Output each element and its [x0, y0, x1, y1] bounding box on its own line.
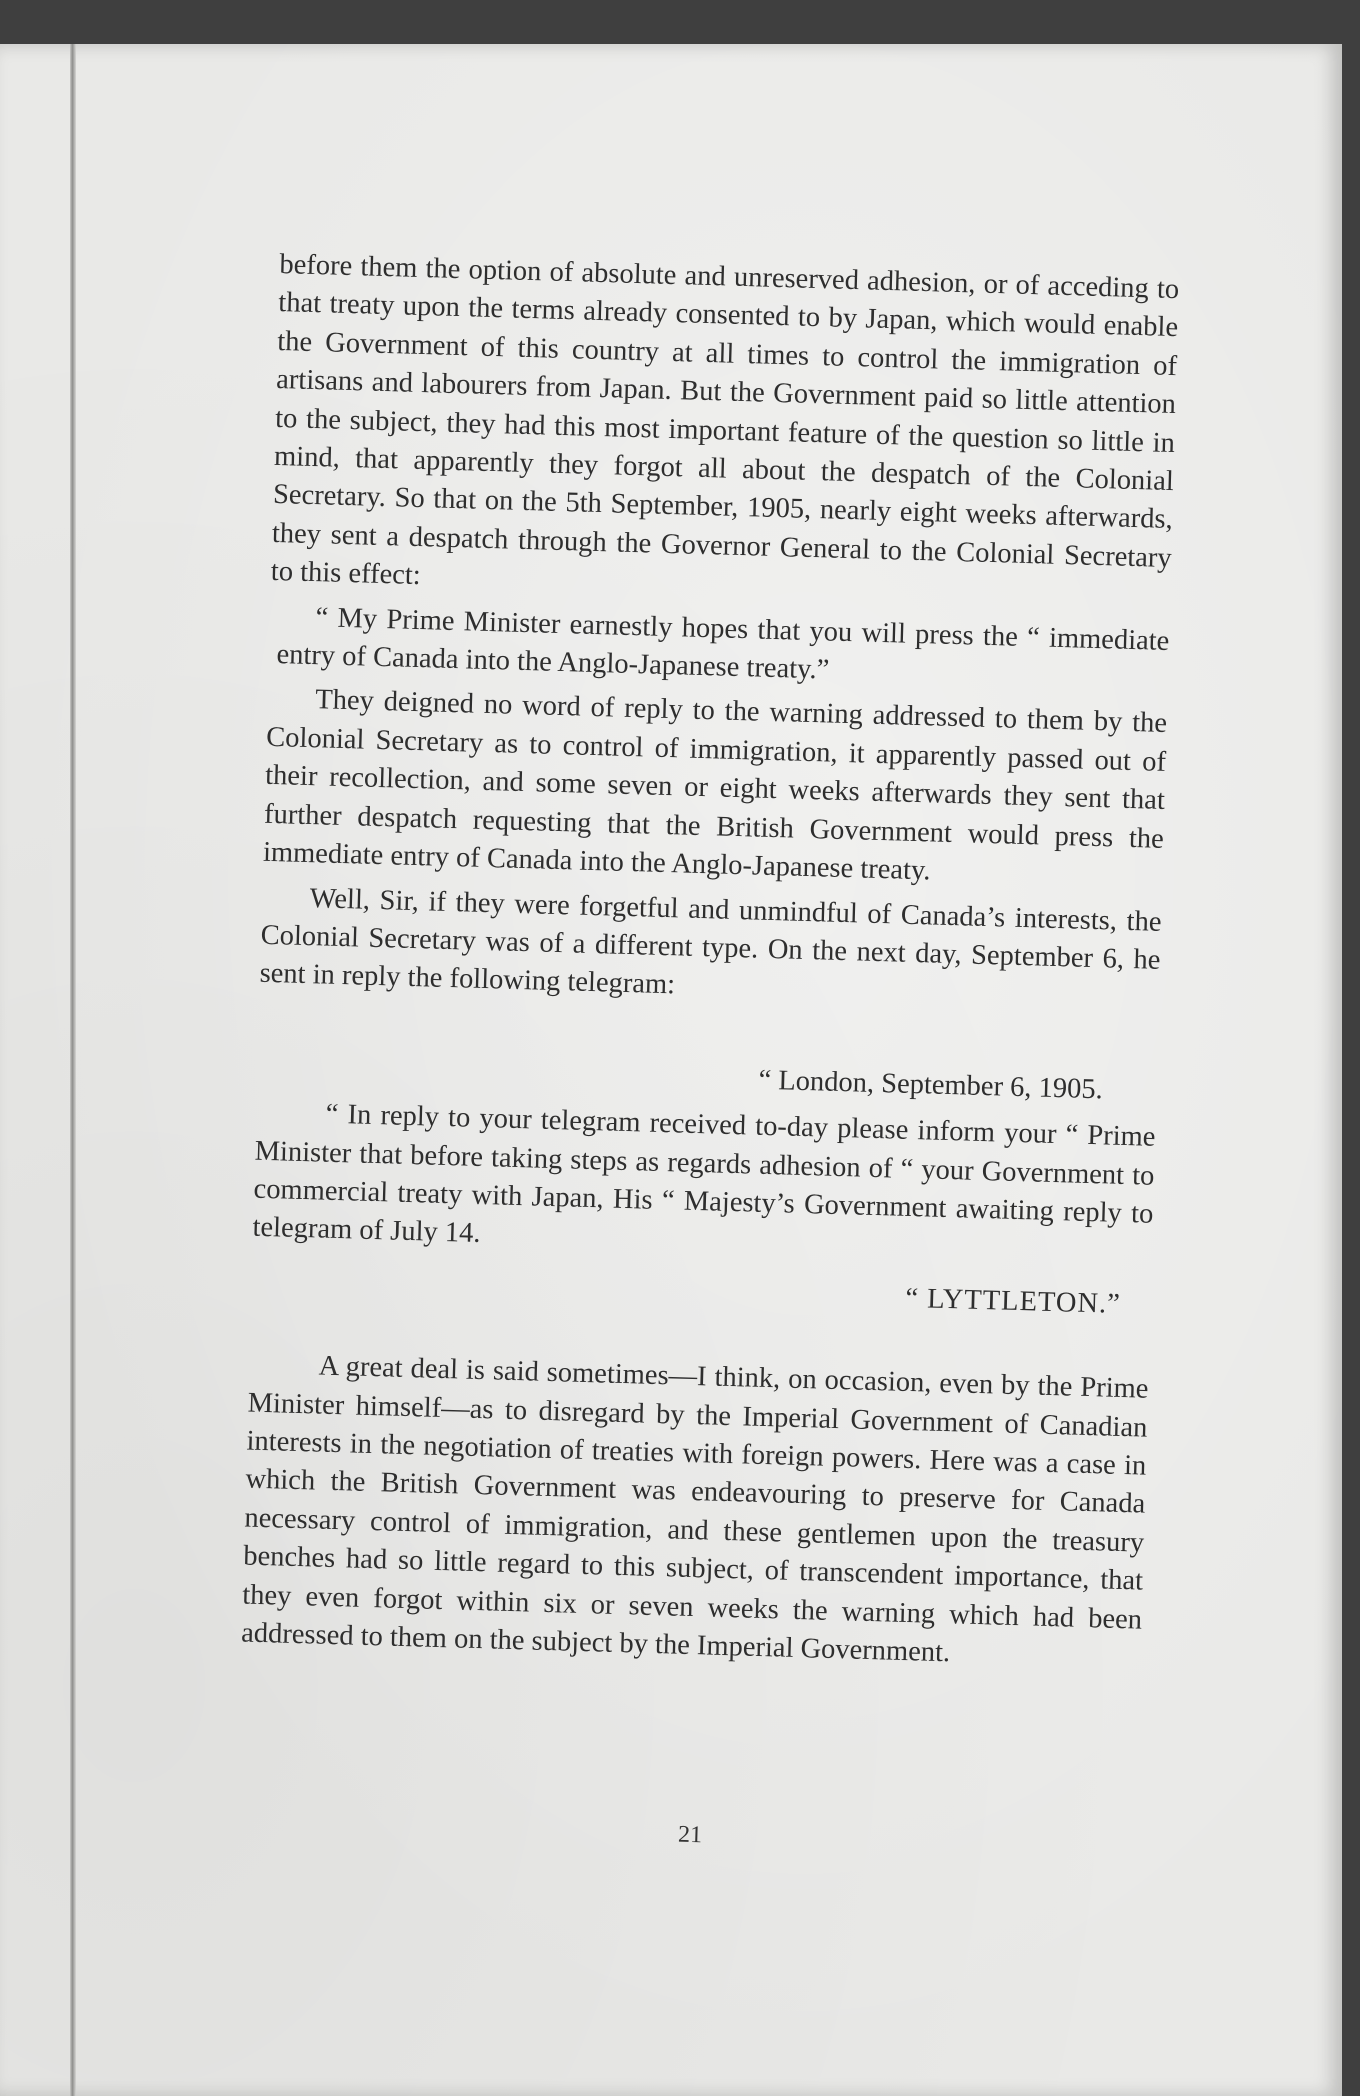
- paragraph-closing: A great deal is said sometimes—I think, on occasion, even by the Prime Minister himself—as to disregard by the Imperial Government of Canadian interests in the negotiation of treaties with foreign powers. Here was a case in which the British Government was endeavouring to preserve for Canada necessary control of immigration, and these gentlemen upon the treasury benches had so little regard to this subject, of transcendent importance, that they even forgot within six or seven weeks the warning which had been addressed to them on the subject by the Imperial Government.: [240, 1350, 1149, 1669]
- paragraph-colonial-secretary: Well, Sir, if they were forgetful and unmindful of Canada’s interests, the Colonial Secretary was of a different type. On the next day, September 6, he sent in reply the following telegram:: [259, 882, 1162, 1001]
- paragraph-opening: before them the option of absolute and unreserved adhesion, or of acceding to that treaty upon the terms already consented to by Japan, which would enable the Government of this country at all times to control the immigration of artisans and labourers from Japan. But the Government paid so little attention to the subject, they had this most important feature of the question so little in mind, that apparently they forgot all about the despatch of the Colonial Secretary. So that on the 5th September, 1905, nearly eight weeks afterwards, they sent a despatch through the Governor General to the Colonial Secretary to this effect:: [270, 248, 1180, 592]
- body-text: [241, 246, 1180, 1678]
- page-number: 21: [677, 1821, 703, 1849]
- quoted-despatch: “ My Prime Minister earnestly hopes that you will press the “ immediate entry of Canada into the Anglo-Japanese treaty.”: [276, 601, 1170, 686]
- telegram-text: “ In reply to your telegram received to-day please inform your “ Prime Minister that before taking steps as regards adhesion of “ your Government to commercial treaty with Japan, His “ Majesty’s Government awaiting reply to telegram of July 14.: [252, 1098, 1156, 1250]
- telegram-signature: “ LYTTLETON.”: [905, 1282, 1122, 1320]
- paragraph-reply-warning: They deigned no word of reply to the warning addressed to them by the Colonial Secretary as to control of immigration, it apparently passed out of their recollection, and some seven or eight weeks afterwards they sent that further despatch requesting that the British Government would press the immediate entry of Canada into the Anglo-Japanese treaty.: [262, 684, 1168, 887]
- binding-gutter: [70, 44, 76, 2096]
- telegram-dateline: “ London, September 6, 1905.: [758, 1064, 1104, 1106]
